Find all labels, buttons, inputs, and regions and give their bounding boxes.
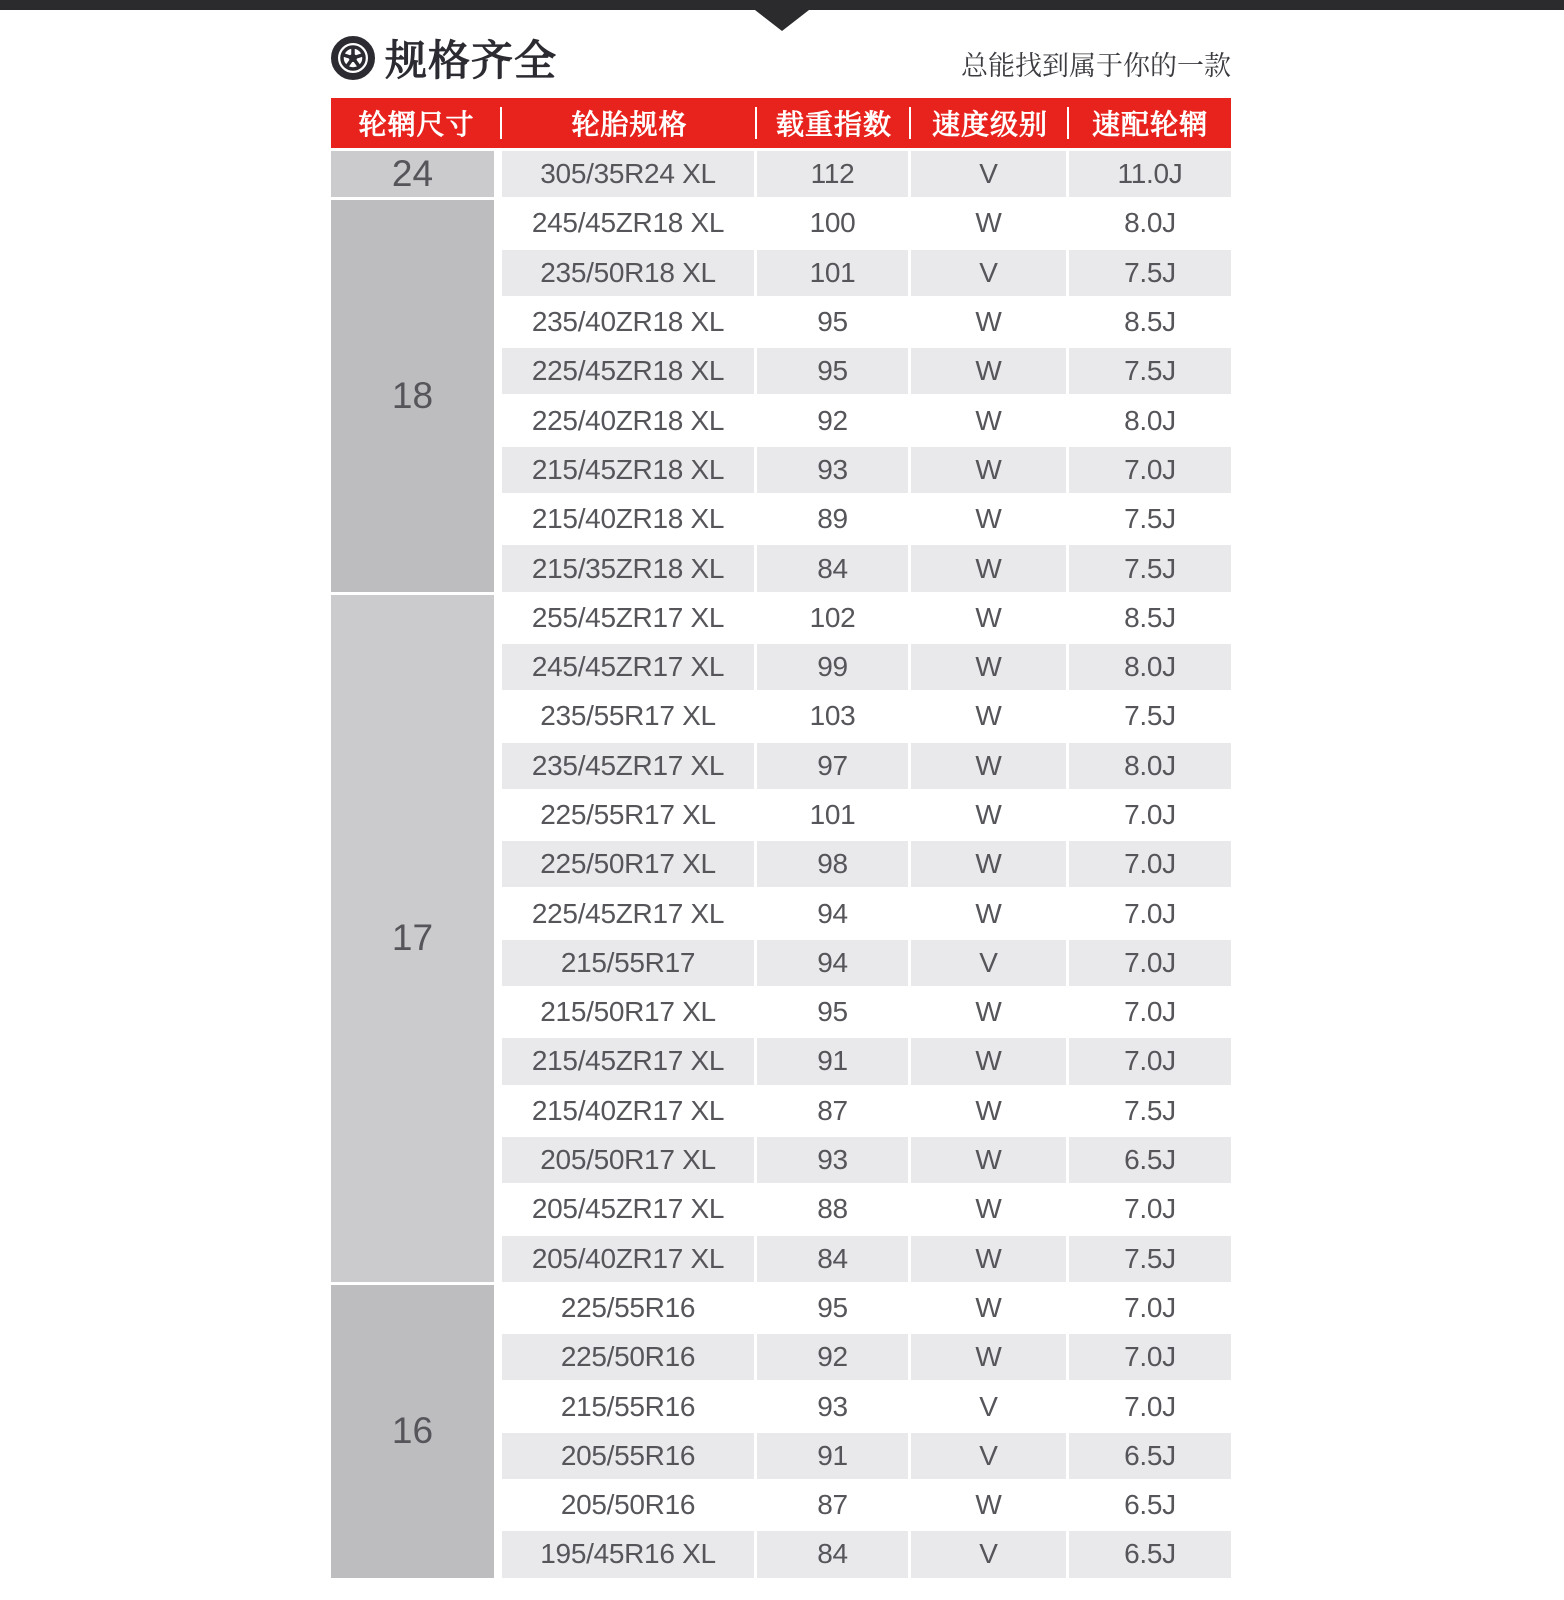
- cell-load-index: 84: [757, 545, 911, 591]
- table-row: [502, 1285, 1231, 1331]
- table-row: [502, 348, 1231, 394]
- column-header-tire-spec: 轮胎规格: [502, 98, 757, 148]
- section-header: [331, 10, 1231, 98]
- cell-tire-spec: 215/50R17 XL: [502, 989, 757, 1035]
- cell-load-index: 95: [757, 348, 911, 394]
- table-row: [502, 693, 1231, 739]
- table-row: [502, 595, 1231, 641]
- cell-matched-rim: 8.0J: [1069, 644, 1231, 690]
- cell-matched-rim: 7.5J: [1069, 1088, 1231, 1134]
- cell-speed-rating: W: [911, 1038, 1069, 1084]
- cell-tire-spec: 205/45ZR17 XL: [502, 1186, 757, 1232]
- cell-speed-rating: V: [911, 940, 1069, 986]
- cell-matched-rim: 6.5J: [1069, 1482, 1231, 1528]
- cell-load-index: 95: [757, 989, 911, 1035]
- table-row: [502, 989, 1231, 1035]
- table-row: [502, 743, 1231, 789]
- cell-matched-rim: 7.0J: [1069, 447, 1231, 493]
- table-row: [502, 1137, 1231, 1183]
- cell-speed-rating: W: [911, 1334, 1069, 1380]
- cell-matched-rim: 7.5J: [1069, 250, 1231, 296]
- cell-matched-rim: 7.0J: [1069, 1334, 1231, 1380]
- table-row: [502, 940, 1231, 986]
- table-row: [502, 397, 1231, 443]
- column-header-load-index: 载重指数: [757, 98, 911, 148]
- cell-tire-spec: 235/55R17 XL: [502, 693, 757, 739]
- cell-load-index: 99: [757, 644, 911, 690]
- cell-speed-rating: W: [911, 989, 1069, 1035]
- cell-tire-spec: 225/45ZR18 XL: [502, 348, 757, 394]
- cell-speed-rating: W: [911, 200, 1069, 246]
- cell-matched-rim: 6.5J: [1069, 1433, 1231, 1479]
- cell-tire-spec: 245/45ZR18 XL: [502, 200, 757, 246]
- table-row: [502, 447, 1231, 493]
- cell-speed-rating: W: [911, 447, 1069, 493]
- cell-load-index: 98: [757, 841, 911, 887]
- cell-tire-spec: 205/50R16: [502, 1482, 757, 1528]
- cell-tire-spec: 205/55R16: [502, 1433, 757, 1479]
- cell-speed-rating: W: [911, 545, 1069, 591]
- cell-load-index: 89: [757, 496, 911, 542]
- cell-tire-spec: 305/35R24 XL: [502, 151, 757, 197]
- cell-speed-rating: W: [911, 1285, 1069, 1331]
- spec-section: [331, 10, 1231, 1581]
- section-title: 规格齐全: [385, 37, 558, 84]
- cell-matched-rim: 6.5J: [1069, 1531, 1231, 1577]
- table-row: [502, 1383, 1231, 1429]
- cell-speed-rating: W: [911, 1137, 1069, 1183]
- cell-matched-rim: 11.0J: [1069, 151, 1231, 197]
- wheel-icon: [331, 36, 375, 80]
- table-row: [502, 1038, 1231, 1084]
- cell-speed-rating: V: [911, 250, 1069, 296]
- cell-load-index: 93: [757, 1383, 911, 1429]
- table-row: [502, 1334, 1231, 1380]
- cell-tire-spec: 225/55R16: [502, 1285, 757, 1331]
- cell-load-index: 101: [757, 250, 911, 296]
- cell-speed-rating: W: [911, 693, 1069, 739]
- section-subtitle: 总能找到属于你的一款: [961, 51, 1231, 81]
- cell-tire-spec: 225/50R17 XL: [502, 841, 757, 887]
- cell-tire-spec: 215/40ZR18 XL: [502, 496, 757, 542]
- cell-tire-spec: 205/50R17 XL: [502, 1137, 757, 1183]
- cell-matched-rim: 7.0J: [1069, 1038, 1231, 1084]
- cell-load-index: 95: [757, 299, 911, 345]
- table-row: [502, 1433, 1231, 1479]
- cell-load-index: 100: [757, 200, 911, 246]
- cell-tire-spec: 235/40ZR18 XL: [502, 299, 757, 345]
- cell-speed-rating: W: [911, 1186, 1069, 1232]
- table-row: [502, 1531, 1231, 1577]
- cell-load-index: 88: [757, 1186, 911, 1232]
- cell-load-index: 92: [757, 1334, 911, 1380]
- cell-tire-spec: 235/50R18 XL: [502, 250, 757, 296]
- table-row: [502, 890, 1231, 936]
- column-header-rim-size: 轮辋尺寸: [331, 98, 502, 148]
- table-row: [502, 151, 1231, 197]
- column-header-speed-rating: 速度级别: [911, 98, 1069, 148]
- cell-tire-spec: 215/45ZR17 XL: [502, 1038, 757, 1084]
- cell-matched-rim: 7.5J: [1069, 496, 1231, 542]
- rim-size-cell: 16: [331, 1285, 494, 1578]
- cell-tire-spec: 195/45R16 XL: [502, 1531, 757, 1577]
- cell-matched-rim: 8.0J: [1069, 743, 1231, 789]
- cell-speed-rating: W: [911, 397, 1069, 443]
- cell-matched-rim: 7.0J: [1069, 792, 1231, 838]
- table-row: [502, 200, 1231, 246]
- table-row: [502, 1236, 1231, 1282]
- cell-matched-rim: 7.0J: [1069, 1383, 1231, 1429]
- cell-load-index: 93: [757, 447, 911, 493]
- section-title-group: [331, 28, 557, 88]
- rim-size-cell: 24: [331, 151, 494, 197]
- table-row: [502, 496, 1231, 542]
- cell-speed-rating: W: [911, 299, 1069, 345]
- cell-load-index: 84: [757, 1236, 911, 1282]
- cell-tire-spec: 225/40ZR18 XL: [502, 397, 757, 443]
- cell-matched-rim: 7.5J: [1069, 348, 1231, 394]
- table-row: [502, 792, 1231, 838]
- cell-speed-rating: V: [911, 151, 1069, 197]
- cell-matched-rim: 8.0J: [1069, 397, 1231, 443]
- cell-load-index: 97: [757, 743, 911, 789]
- cell-speed-rating: W: [911, 496, 1069, 542]
- cell-load-index: 95: [757, 1285, 911, 1331]
- cell-tire-spec: 205/40ZR17 XL: [502, 1236, 757, 1282]
- cell-speed-rating: W: [911, 644, 1069, 690]
- cell-tire-spec: 215/35ZR18 XL: [502, 545, 757, 591]
- cell-tire-spec: 215/55R17: [502, 940, 757, 986]
- cell-load-index: 87: [757, 1088, 911, 1134]
- cell-load-index: 87: [757, 1482, 911, 1528]
- cell-speed-rating: V: [911, 1433, 1069, 1479]
- cell-load-index: 92: [757, 397, 911, 443]
- rows-column: [502, 151, 1231, 1581]
- cell-load-index: 103: [757, 693, 911, 739]
- table-row: [502, 1186, 1231, 1232]
- column-header-matched-rim: 速配轮辋: [1091, 109, 1208, 140]
- cell-matched-rim: 7.5J: [1069, 693, 1231, 739]
- cell-matched-rim: 7.0J: [1069, 890, 1231, 936]
- cell-matched-rim: 7.0J: [1069, 1285, 1231, 1331]
- cell-tire-spec: 245/45ZR17 XL: [502, 644, 757, 690]
- table-row: [502, 250, 1231, 296]
- cell-matched-rim: 8.0J: [1069, 200, 1231, 246]
- cell-load-index: 91: [757, 1038, 911, 1084]
- cell-speed-rating: V: [911, 1531, 1069, 1577]
- cell-matched-rim: 7.0J: [1069, 841, 1231, 887]
- table-header: [331, 98, 1231, 148]
- cell-load-index: 94: [757, 890, 911, 936]
- rim-size-cell: 18: [331, 200, 494, 591]
- cell-matched-rim: 7.5J: [1069, 1236, 1231, 1282]
- top-divider-bar: [0, 0, 1564, 10]
- cell-load-index: 112: [757, 151, 911, 197]
- cell-tire-spec: 255/45ZR17 XL: [502, 595, 757, 641]
- cell-speed-rating: W: [911, 1482, 1069, 1528]
- cell-matched-rim: 7.0J: [1069, 1186, 1231, 1232]
- cell-tire-spec: 225/45ZR17 XL: [502, 890, 757, 936]
- table-row: [502, 841, 1231, 887]
- cell-speed-rating: V: [911, 1383, 1069, 1429]
- cell-load-index: 101: [757, 792, 911, 838]
- cell-speed-rating: W: [911, 841, 1069, 887]
- cell-load-index: 93: [757, 1137, 911, 1183]
- table-row: [502, 644, 1231, 690]
- table-row: [502, 545, 1231, 591]
- cell-load-index: 84: [757, 1531, 911, 1577]
- cell-speed-rating: W: [911, 743, 1069, 789]
- table-row: [502, 1482, 1231, 1528]
- cell-load-index: 94: [757, 940, 911, 986]
- cell-matched-rim: 7.0J: [1069, 940, 1231, 986]
- table-row: [502, 1088, 1231, 1134]
- cell-matched-rim: 8.5J: [1069, 595, 1231, 641]
- cell-tire-spec: 215/40ZR17 XL: [502, 1088, 757, 1134]
- table-row: [502, 299, 1231, 345]
- cell-speed-rating: W: [911, 348, 1069, 394]
- cell-speed-rating: W: [911, 792, 1069, 838]
- cell-tire-spec: 215/55R16: [502, 1383, 757, 1429]
- cell-speed-rating: W: [911, 595, 1069, 641]
- cell-speed-rating: W: [911, 1088, 1069, 1134]
- rim-column: [331, 151, 494, 1581]
- cell-load-index: 102: [757, 595, 911, 641]
- cell-tire-spec: 215/45ZR18 XL: [502, 447, 757, 493]
- cell-matched-rim: 7.0J: [1069, 989, 1231, 1035]
- cell-tire-spec: 225/55R17 XL: [502, 792, 757, 838]
- cell-matched-rim: 7.5J: [1069, 545, 1231, 591]
- rim-size-cell: 17: [331, 595, 494, 1282]
- cell-load-index: 91: [757, 1433, 911, 1479]
- cell-matched-rim: 8.5J: [1069, 299, 1231, 345]
- cell-tire-spec: 235/45ZR17 XL: [502, 743, 757, 789]
- cell-tire-spec: 225/50R16: [502, 1334, 757, 1380]
- spec-table-body: [331, 151, 1231, 1581]
- cell-speed-rating: W: [911, 890, 1069, 936]
- cell-matched-rim: 6.5J: [1069, 1137, 1231, 1183]
- cell-speed-rating: W: [911, 1236, 1069, 1282]
